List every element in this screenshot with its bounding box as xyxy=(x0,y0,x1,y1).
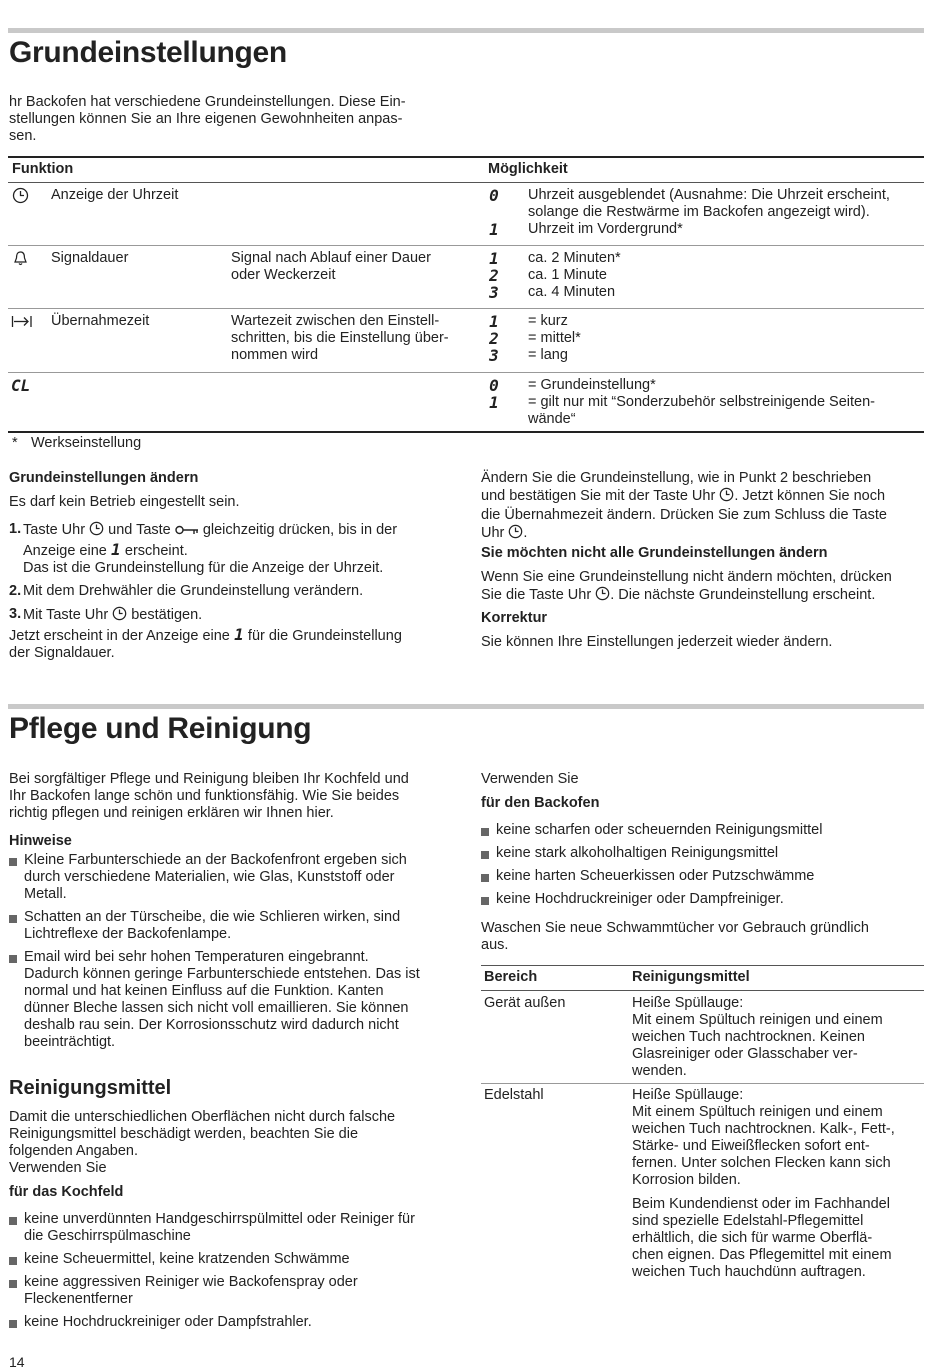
page-number: 14 xyxy=(9,1354,25,1370)
step-number: 1. xyxy=(9,521,22,537)
change-para: Es darf kein Betrieb eingestellt sein. xyxy=(9,494,240,510)
step-1 xyxy=(9,521,459,577)
step-text: Das ist die Grundeinstellung für die Anzeige der Uhrzeit. xyxy=(23,560,384,576)
cleaning-header-bereich: Bereich xyxy=(484,969,538,985)
step-text: Anzeige eine xyxy=(23,543,107,559)
reinigungsmittel-para: Damit die unterschiedlichen Oberflächen nicht durch falsche Reinigungsmittel beschädigt werden, beachten Sie die folgenden Angaben. Verwenden Sie xyxy=(9,1109,396,1176)
reinigungsmittel-heading: Reinigungsmittel xyxy=(9,1077,172,1099)
para-text: Ändern Sie die Grundeinstellung, wie in Punkt 2 beschrieben und bestätigen Sie mit der Taste Uhr xyxy=(481,470,872,504)
intro-paragraph: hr Backofen hat verschiedene Grundeinstellungen. Diese Ein- stellungen können Sie an Ihre eigenen Gewohnheiten anpas- sen. xyxy=(9,94,406,144)
list-item: keine harten Scheuerkissen oder Putzschwämme xyxy=(481,868,926,885)
step-number: 3. xyxy=(9,606,22,622)
key-icon xyxy=(175,524,199,541)
clock-icon xyxy=(112,606,127,626)
step-text: Taste Uhr xyxy=(23,522,86,538)
after-steps-para xyxy=(9,626,459,662)
para-text: für die Grundeinstellung der Signaldauer. xyxy=(9,628,402,661)
segment-code: 1 xyxy=(489,393,499,412)
segment-code: 2 xyxy=(489,266,499,285)
backofen-heading: für den Backofen xyxy=(481,795,600,811)
cleaning-header-rule xyxy=(481,990,924,991)
right-intro: Verwenden Sie xyxy=(481,771,579,787)
list-item: keine Hochdruckreiniger oder Dampfreiniger. xyxy=(481,891,926,908)
option-text: Uhrzeit ausgeblendet (Ausnahme: Die Uhrzeit erscheint, solange die Restwärme im Backofen angezeigt wird). xyxy=(528,187,890,220)
list-item: keine stark alkoholhaltigen Reinigungsmittel xyxy=(481,845,926,862)
row-name: Signaldauer xyxy=(51,250,129,266)
footnote-mark: * xyxy=(12,435,18,451)
option-text: ca. 1 Minute xyxy=(528,267,607,283)
list-item: keine aggressiven Reiniger wie Backofenspray oder Fleckenentferner xyxy=(9,1274,464,1308)
option-text: Uhrzeit im Vordergrund* xyxy=(528,221,683,237)
table-header-moeglichkeit: Möglichkeit xyxy=(488,161,568,177)
table-header-funktion: Funktion xyxy=(12,161,74,177)
table-header-rule xyxy=(8,182,924,183)
clock-icon xyxy=(595,586,610,606)
option-text: = gilt nur mit “Sonderzubehör selbstreinigende Seiten- wände“ xyxy=(528,394,875,427)
option-text: ca. 2 Minuten* xyxy=(528,250,621,266)
option-text: = kurz xyxy=(528,313,568,329)
segment-code: 1 xyxy=(111,540,121,559)
cl-segment-label: CL xyxy=(11,376,31,395)
segment-code: 3 xyxy=(489,283,499,302)
list-item: Kleine Farbunterschiede an der Backofenfront ergeben sich durch verschiedene Materialien, wie Glas, Kunststoff oder Metall. xyxy=(9,852,464,903)
section-top-bar xyxy=(8,704,924,709)
step-number: 2. xyxy=(9,583,22,599)
table-top-rule xyxy=(8,156,924,158)
clock-icon xyxy=(719,487,734,507)
option-text: ca. 4 Minuten xyxy=(528,284,616,300)
right-para-1 xyxy=(481,470,926,544)
arrow-to-bar-icon xyxy=(11,313,33,330)
clock-icon xyxy=(508,524,523,544)
para-text: . Jetzt können Sie noch die Übernahmezeit ändern. Drücken Sie zum Schluss die Taste Uhr xyxy=(481,488,887,541)
backofen-list xyxy=(481,822,926,914)
step-text: gleichzeitig drücken, bis in der xyxy=(202,522,398,538)
steps-list xyxy=(9,521,459,632)
clock-icon xyxy=(89,521,104,541)
clock-icon xyxy=(12,187,29,204)
list-item: keine Hochdruckreiniger oder Dampfstrahler. xyxy=(9,1314,464,1331)
list-item: keine unverdünnten Handgeschirrspülmittel oder Reiniger für die Geschirrspülmaschine xyxy=(9,1211,464,1245)
pflege-intro: Bei sorgfältiger Pflege und Reinigung bleiben Ihr Kochfeld und Ihr Backofen lange schön und funktionsfähig. Wie Sie beides richtig pflegen und reinigen erklären wir Ihnen hier. xyxy=(9,771,409,821)
cleaning-header-mittel: Reinigungsmittel xyxy=(632,969,750,985)
list-item: keine scharfen oder scheuernden Reinigungsmittel xyxy=(481,822,926,839)
row-divider xyxy=(8,372,924,373)
segment-code: 1 xyxy=(234,625,244,644)
list-item: keine Scheuermittel, keine kratzenden Schwämme xyxy=(9,1251,464,1268)
cleaning-row-divider xyxy=(481,1083,924,1084)
kochfeld-list xyxy=(9,1211,464,1337)
section-top-bar xyxy=(8,28,924,33)
step-3 xyxy=(9,606,459,626)
step-2 xyxy=(9,583,459,600)
hinweise-list xyxy=(9,852,464,1057)
option-text: = mittel* xyxy=(528,330,581,346)
row-desc: Signal nach Ablauf einer Dauer oder Weckerzeit xyxy=(231,250,431,283)
step-text: Mit Taste Uhr xyxy=(23,607,109,623)
step-text: und Taste xyxy=(108,522,171,538)
row-divider xyxy=(8,308,924,309)
schwamm-para: Waschen Sie neue Schwammtücher vor Gebrauch gründlich aus. xyxy=(481,920,869,953)
step-text: erscheint. xyxy=(124,543,188,559)
para-text: . xyxy=(523,525,528,541)
korrektur-heading: Korrektur xyxy=(481,610,548,626)
row-name: Übernahmezeit xyxy=(51,313,150,329)
list-item: Email wird bei sehr hohen Temperaturen eingebrannt. Dadurch können geringe Farbunterschiede entstehen. Das ist normal und hat keinen Einfluss auf die Funktion. Kanten dünner Bleche lassen sich nicht voll emaillieren. Sie können deshalb rau sein. Der Korrosionsschutz wird dadurch nicht beeinträchtigt. xyxy=(9,949,464,1051)
para-text: Jetzt erscheint in der Anzeige eine xyxy=(9,628,230,644)
change-heading: Grundeinstellungen ändern xyxy=(9,470,199,486)
para-text: Wenn Sie eine Grundeinstellung nicht ändern möchten, drücken Sie die Taste Uhr xyxy=(481,569,892,603)
row-divider xyxy=(8,245,924,246)
segment-code: 0 xyxy=(489,376,499,395)
cleaning-table-top-rule xyxy=(481,965,924,966)
right-para-2 xyxy=(481,569,926,606)
option-text: = Grundeinstellung* xyxy=(528,377,656,393)
segment-code: 1 xyxy=(489,249,499,268)
footnote-text: Werkseinstellung xyxy=(31,435,142,451)
hinweise-heading: Hinweise xyxy=(9,833,72,849)
step-text: Mit dem Drehwähler die Grundeinstellung verändern. xyxy=(23,583,364,599)
segment-code: 3 xyxy=(489,346,499,365)
kochfeld-heading: für das Kochfeld xyxy=(9,1184,124,1200)
list-item: Schatten an der Türscheibe, die wie Schlieren wirken, sind Lichtreflexe der Backofenlampe. xyxy=(9,909,464,943)
cleaning-mittel-extra: Beim Kundendienst oder im Fachhandel sind spezielle Edelstahl-Pflegemittel erhältlich, die sich für warme Oberflä- chen eignen. Das Pflegemittel mit einem weichen Tuch hauchdünn auftragen. xyxy=(632,1196,892,1280)
row-desc: Wartezeit zwischen den Einstell- schritten, bis die Einstellung über- nommen wird xyxy=(231,313,449,363)
step-text: bestätigen. xyxy=(131,607,203,623)
not-all-heading: Sie möchten nicht alle Grundeinstellungen ändern xyxy=(481,545,828,561)
korrektur-para: Sie können Ihre Einstellungen jederzeit wieder ändern. xyxy=(481,634,833,650)
segment-code: 2 xyxy=(489,329,499,348)
cleaning-mittel: Heiße Spüllauge: Mit einem Spültuch reinigen und einem weichen Tuch nachtrocknen. Keinen Glasreiniger oder Glasschaber ver- wenden. xyxy=(632,995,883,1079)
section-title-pflege: Pflege und Reinigung xyxy=(9,712,312,745)
table-bottom-rule xyxy=(8,431,924,433)
option-text: = lang xyxy=(528,347,568,363)
segment-code: 1 xyxy=(489,312,499,331)
segment-code: 1 xyxy=(489,220,499,239)
segment-code: 0 xyxy=(489,186,499,205)
cleaning-bereich: Edelstahl xyxy=(484,1087,544,1103)
cleaning-mittel: Heiße Spüllauge: Mit einem Spültuch reinigen und einem weichen Tuch nachtrocknen. Kalk-, Fett-, Stärke- und Eiweißflecken sofort ent- fernen. Unter solchen Flecken kann sich Korrosion bilden. xyxy=(632,1087,895,1188)
para-text: . Die nächste Grundeinstellung erscheint. xyxy=(610,587,876,603)
cleaning-bereich: Gerät außen xyxy=(484,995,566,1011)
row-name: Anzeige der Uhrzeit xyxy=(51,187,179,203)
section-title-grundeinstellungen: Grundeinstellungen xyxy=(9,36,287,69)
bell-icon xyxy=(12,250,29,267)
